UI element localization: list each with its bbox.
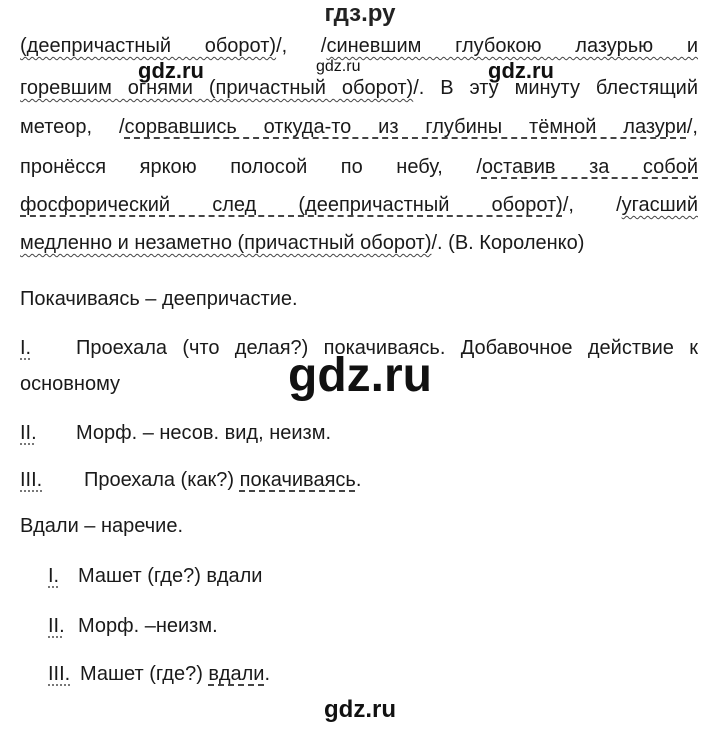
sentence-text: пронёсся яркою полосой по небу, / (20, 156, 482, 178)
analysis-text-1: Проехала (что делая?) покачиваясь. Добавочное действие к (76, 337, 698, 359)
underlined-word: покачиваясь (239, 469, 356, 491)
heading-pokachivayas: Покачиваясь – деепричастие. (20, 288, 298, 310)
adverbial-participle-phrase: сорвавшись откуда-то из глубины тёмной лазури (124, 116, 687, 138)
participle-phrase: угасший (621, 194, 698, 216)
sentence-text: метеор, / (20, 116, 125, 138)
punct: /, / (562, 194, 622, 216)
analysis-num-3: III. (20, 469, 43, 491)
analysis-num-1: I. (20, 337, 32, 359)
text-line-5 (20, 193, 698, 217)
analysis-num-b3: III. (48, 663, 71, 685)
watermark: gdz.ru (138, 58, 204, 83)
adverbial-participle-phrase: оставив за собой (481, 156, 699, 178)
participle-phrase: горевшим огнями (причастный оборот) (20, 77, 414, 99)
site-header: гдз.ру (324, 0, 396, 27)
punct: /, / (276, 35, 327, 57)
sentence-text: /. В эту минуту блестящий (413, 77, 699, 99)
punct: . (264, 663, 271, 685)
analysis-text-2: Морф. – несов. вид, неизм. (76, 422, 332, 444)
heading-vdali: Вдали – наречие. (20, 515, 184, 537)
text: Проехала (как?) (84, 469, 240, 491)
participle-phrase: синевшим глубокою лазурью и (326, 35, 699, 57)
text-line-3 (20, 115, 698, 139)
analysis-num-2: II. (20, 422, 37, 444)
analysis-text-b1: Машет (где?) вдали (78, 565, 263, 587)
participle-phrase-fragment: (деепричастный оборот) (20, 35, 277, 57)
analysis-text-1-cont: основному (20, 373, 121, 395)
analysis-num-b1: I. (48, 565, 60, 587)
watermark: gdz.ru (488, 58, 554, 83)
watermark-center: gdz.ru (288, 349, 432, 402)
analysis-num-b2: II. (48, 615, 65, 637)
text-line-4 (20, 155, 698, 179)
punct: . (355, 469, 362, 491)
text: Машет (где?) (80, 663, 209, 685)
author-attribution: /. (В. Короленко) (431, 232, 585, 254)
text-line-1 (20, 34, 698, 58)
watermark: gdz.ru (316, 58, 361, 75)
underlined-word: вдали (208, 663, 265, 685)
analysis-text-b2: Морф. –неизм. (78, 615, 218, 637)
punct: /, (686, 116, 698, 138)
analysis-text-b3 (80, 662, 270, 686)
text-line-2 (20, 76, 698, 100)
text-line-6 (20, 231, 584, 255)
site-footer: gdz.ru (324, 696, 396, 723)
participle-phrase: медленно и незаметно (причастный оборот) (20, 232, 432, 254)
analysis-text-3 (84, 468, 361, 492)
adverbial-participle-phrase: фосфорический след (деепричастный оборот) (20, 194, 563, 216)
